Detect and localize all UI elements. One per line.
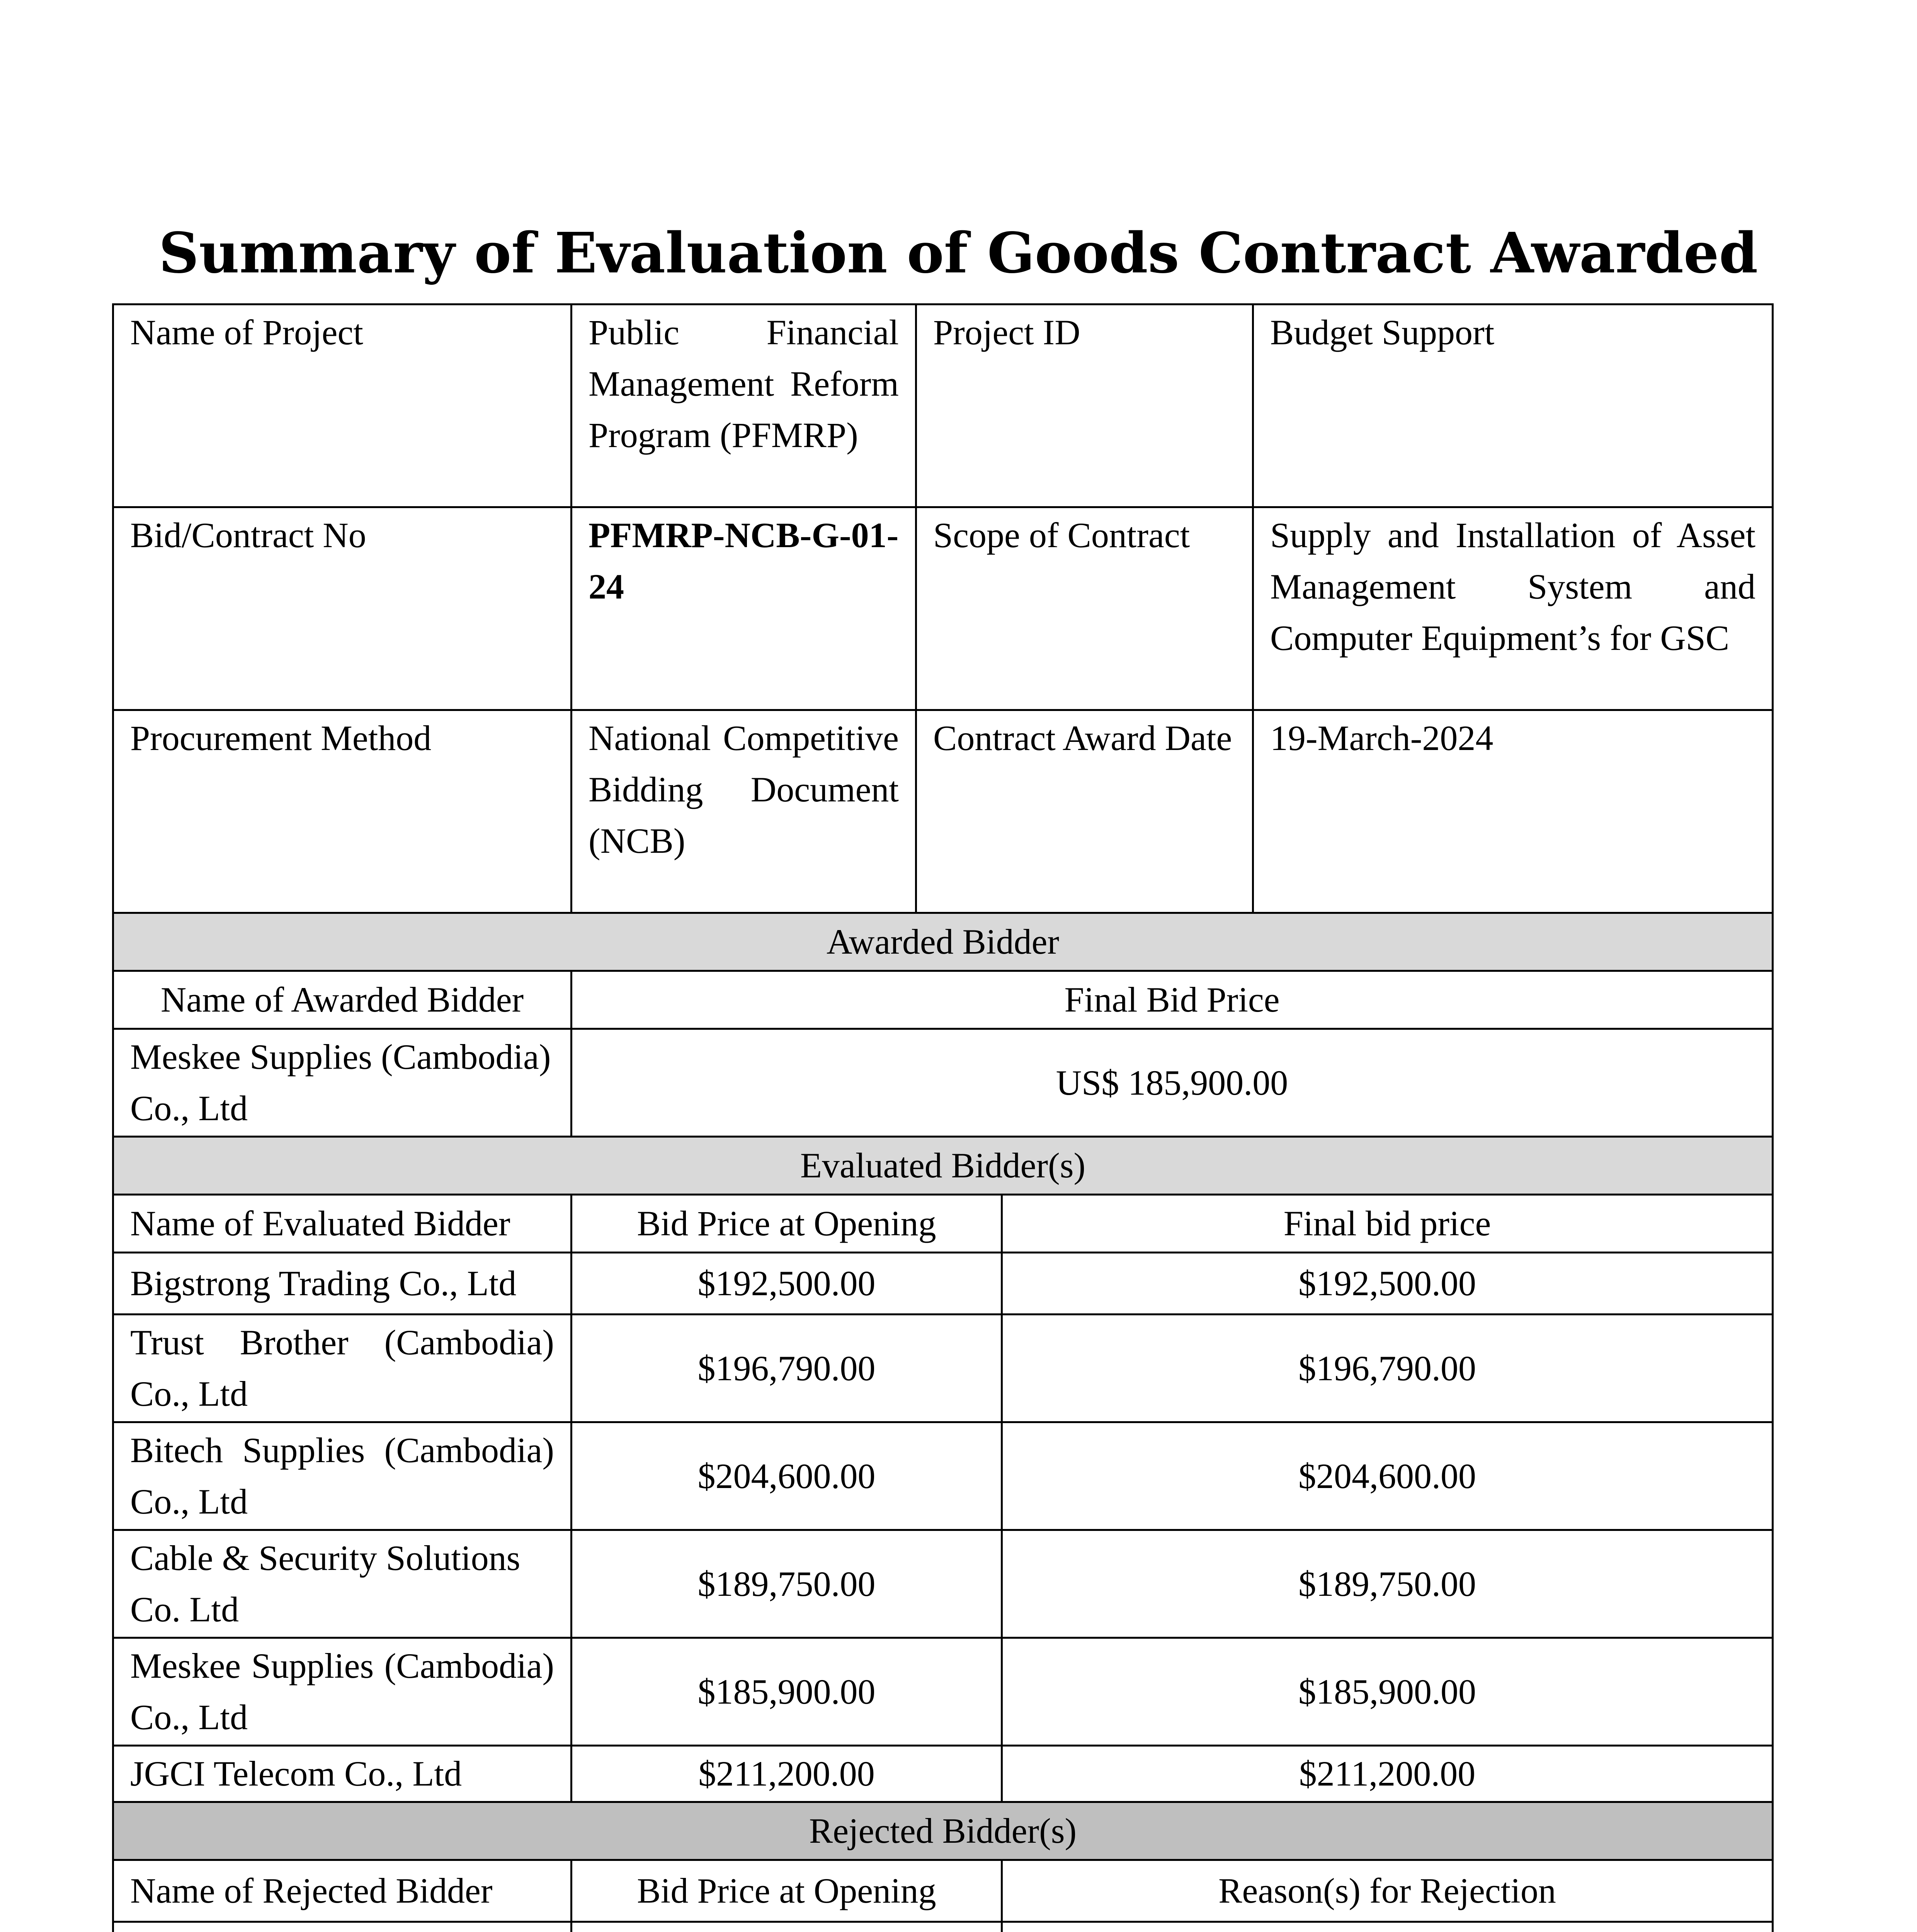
evaluated-bidder-name: JGCI Telecom Co., Ltd bbox=[113, 1746, 572, 1802]
project-name-label: Name of Project bbox=[113, 304, 572, 507]
project-id-value: Budget Support bbox=[1253, 304, 1773, 507]
evaluated-final-price: $185,900.00 bbox=[1002, 1638, 1773, 1746]
table-row bbox=[113, 1422, 1773, 1530]
evaluated-opening-price: $204,600.00 bbox=[572, 1422, 1002, 1530]
evaluated-section-header bbox=[113, 1137, 1773, 1195]
rejected-col-reason: Reason(s) for Rejection bbox=[1002, 1860, 1773, 1922]
awarded-column-headers bbox=[113, 971, 1773, 1029]
evaluated-bidder-name: Trust Brother (Cambodia) Co., Ltd bbox=[113, 1315, 572, 1422]
evaluated-final-price: $189,750.00 bbox=[1002, 1530, 1773, 1638]
rejected-reason bbox=[1002, 1922, 1773, 1932]
evaluated-bidder-name: Meskee Supplies (Cambodia) Co., Ltd bbox=[113, 1638, 572, 1746]
awarded-bidder-name: Meskee Supplies (Cambodia) Co., Ltd bbox=[113, 1029, 572, 1137]
evaluated-opening-price: $192,500.00 bbox=[572, 1253, 1002, 1315]
page-title: Summary of Evaluation of Goods Contract Awarded bbox=[158, 220, 1758, 286]
rejected-col-opening: Bid Price at Opening bbox=[572, 1860, 1002, 1922]
awarded-section-header bbox=[113, 913, 1773, 971]
contract-no-row bbox=[113, 507, 1773, 710]
evaluated-final-price: $211,200.00 bbox=[1002, 1746, 1773, 1802]
evaluated-opening-price: $189,750.00 bbox=[572, 1530, 1002, 1638]
evaluated-col-name: Name of Evaluated Bidder bbox=[113, 1195, 572, 1253]
table-row bbox=[113, 1638, 1773, 1746]
scope-label: Scope of Contract bbox=[916, 507, 1253, 710]
table-row bbox=[113, 1253, 1773, 1315]
project-id-label: Project ID bbox=[916, 304, 1253, 507]
scope-value: Supply and Installation of Asset Management System and Computer Equipment’s for GSC bbox=[1253, 507, 1773, 710]
contract-no-label: Bid/Contract No bbox=[113, 507, 572, 710]
table-row bbox=[113, 1746, 1773, 1802]
evaluated-opening-price: $211,200.00 bbox=[572, 1746, 1002, 1802]
table-row bbox=[113, 1922, 1773, 1932]
table-row bbox=[113, 1530, 1773, 1638]
awarded-col-price: Final Bid Price bbox=[572, 971, 1773, 1029]
procurement-method-value: National Competitive Bidding Document (NCB) bbox=[572, 710, 916, 913]
evaluated-opening-price: $196,790.00 bbox=[572, 1315, 1002, 1422]
evaluated-final-price: $204,600.00 bbox=[1002, 1422, 1773, 1530]
evaluated-bidder-name: Cable & Security Solutions Co. Ltd bbox=[113, 1530, 572, 1638]
awarded-section-title: Awarded Bidder bbox=[113, 913, 1773, 971]
project-name-value: Public Financial Management Reform Program (PFMRP) bbox=[572, 304, 916, 507]
evaluated-col-opening: Bid Price at Opening bbox=[572, 1195, 1002, 1253]
evaluated-bidder-name: Bitech Supplies (Cambodia) Co., Ltd bbox=[113, 1422, 572, 1530]
award-date-label: Contract Award Date bbox=[916, 710, 1253, 913]
evaluated-section-title: Evaluated Bidder(s) bbox=[113, 1137, 1773, 1195]
evaluated-opening-price: $185,900.00 bbox=[572, 1638, 1002, 1746]
table-row bbox=[113, 1315, 1773, 1422]
awarded-bidder-row bbox=[113, 1029, 1773, 1137]
rejected-col-name: Name of Rejected Bidder bbox=[113, 1860, 572, 1922]
rejected-column-headers bbox=[113, 1860, 1773, 1922]
evaluated-final-price: $192,500.00 bbox=[1002, 1253, 1773, 1315]
rejected-opening-price bbox=[572, 1922, 1002, 1932]
evaluated-col-final: Final bid price bbox=[1002, 1195, 1773, 1253]
awarded-bidder-price: US$ 185,900.00 bbox=[572, 1029, 1773, 1137]
procurement-method-label: Procurement Method bbox=[113, 710, 572, 913]
project-row bbox=[113, 304, 1773, 507]
evaluation-summary-table bbox=[112, 303, 1774, 1932]
awarded-col-name: Name of Awarded Bidder bbox=[113, 971, 572, 1029]
award-date-value: 19-March-2024 bbox=[1253, 710, 1773, 913]
evaluated-bidder-name: Bigstrong Trading Co., Ltd bbox=[113, 1253, 572, 1315]
evaluated-final-price: $196,790.00 bbox=[1002, 1315, 1773, 1422]
evaluated-column-headers bbox=[113, 1195, 1773, 1253]
rejected-section-title: Rejected Bidder(s) bbox=[113, 1802, 1773, 1860]
rejected-bidder-name bbox=[113, 1922, 572, 1932]
procurement-method-row bbox=[113, 710, 1773, 913]
rejected-section-header bbox=[113, 1802, 1773, 1860]
contract-no-value: PFMRP-NCB-G-01-24 bbox=[572, 507, 916, 710]
